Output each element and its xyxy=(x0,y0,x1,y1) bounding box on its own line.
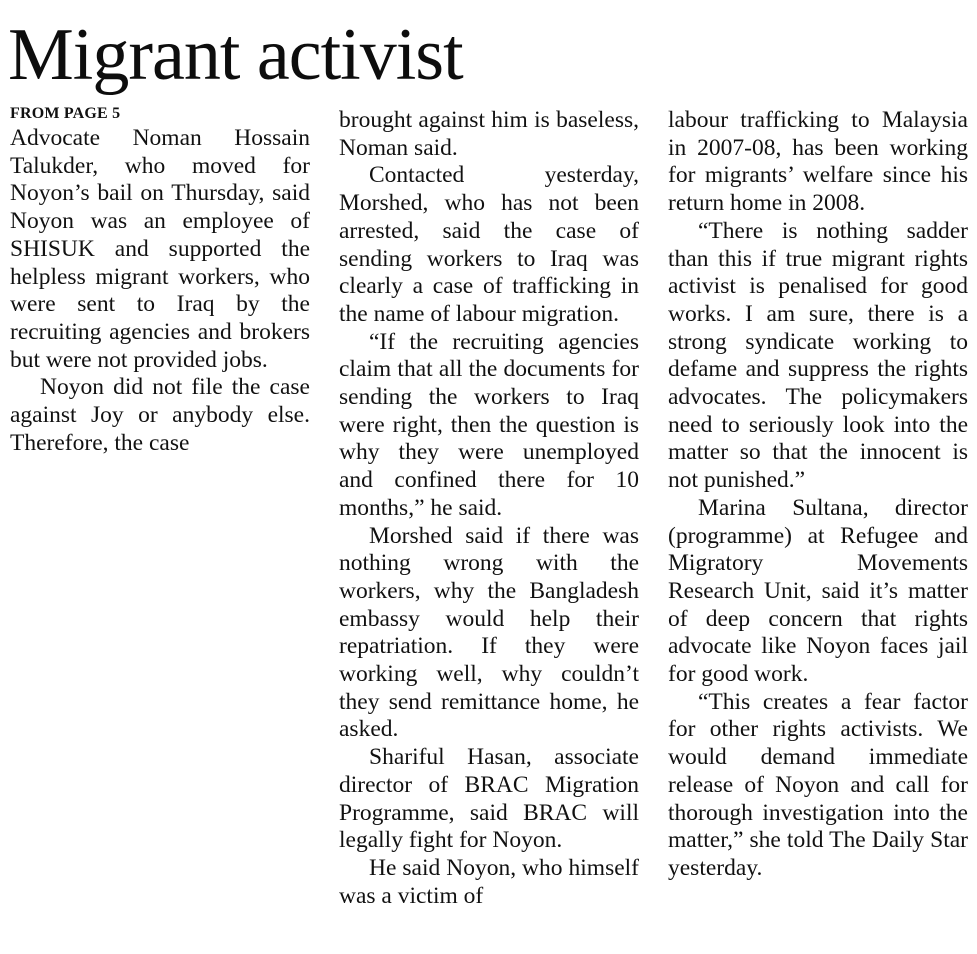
paragraph: Noyon did not file the case against Joy or anybody else. Therefore, the case xyxy=(10,374,310,456)
paragraph: Marina Sultana, director (programme) at Refugee and Migratory Movements Research Unit, said it’s matter of deep concern that rights advocate like Noyon faces jail for good work. xyxy=(668,494,968,688)
continued-from-label: FROM PAGE 5 xyxy=(10,105,121,122)
article-column-1 xyxy=(10,105,310,457)
paragraph: labour trafficking to Malaysia in 2007-08, has been working for migrants’ welfare since his return home in 2008. xyxy=(668,107,968,217)
paragraph: “There is nothing sadder than this if true migrant rights activist is penalised for good works. I am sure, there is a strong syndicate working to defame and suppress the rights advocates. The policymakers need to seriously look into the matter so that the innocent is not punished.” xyxy=(668,217,968,494)
headline: Migrant activist xyxy=(8,14,463,96)
paragraph: Morshed said if there was nothing wrong with the workers, why the Bangladesh embassy would help their repatriation. If they were working well, why couldn’t they send remittance home, he asked. xyxy=(339,522,639,743)
paragraph: Shariful Hasan, associate director of BRAC Migration Programme, said BRAC will legally fight for Noyon. xyxy=(339,744,639,854)
paragraph: “If the recruiting agencies claim that all the documents for sending the workers to Iraq were right, then the question is why they were unemployed and confined there for 10 months,” he said. xyxy=(339,328,639,521)
paragraph: brought against him is baseless, Noman said. xyxy=(339,107,639,161)
paragraph: “This creates a fear factor for other rights activists. We would demand immediate release of Noyon and call for thorough investigation into the matter,” she told The Daily Star yesterday. xyxy=(668,688,968,881)
paragraph: He said Noyon, who himself was a victim of xyxy=(339,854,639,909)
article-column-2 xyxy=(339,107,639,910)
paragraph: Advocate Noman Hossain Talukder, who moved for Noyon’s bail on Thursday, said Noyon was an employee of SHISUK and supported the helpless migrant workers, who were sent to Iraq by the recruiting agencies and brokers but were not provided jobs. xyxy=(10,125,310,373)
article-column-3 xyxy=(668,107,968,883)
paragraph: Contacted yesterday, Morshed, who has not been arrested, said the case of sending workers to Iraq was clearly a case of trafficking in the name of labour migration. xyxy=(339,162,639,327)
